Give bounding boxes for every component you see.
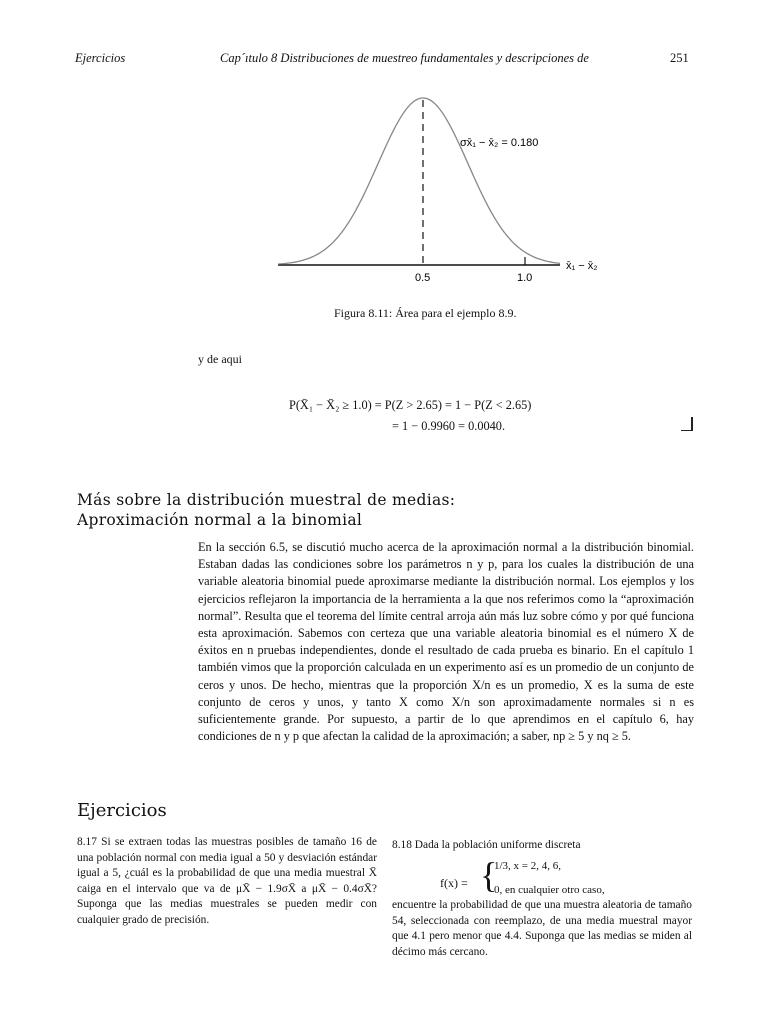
equation-line-1: P(X̄₁ − X̄₂ ≥ 1.0) = P(Z > 2.65) = 1 − P(Z < 2.65): [289, 398, 532, 412]
page-number: 251: [670, 51, 689, 65]
exercise-8-17: 8.17 Si se extraen todas las muestras posibles de tamaño 16 de una población normal con media igual a 50 y desviación estándar igual a 5, ¿cuál es la probabilidad de que una media muestral X̄ caiga en el intervalo que va de μX̄ − 1.9σX̄ a μX̄ − 0.4σX̄? Suponga que las medias muestrales se pueden medir con cualquier grado de precisión.: [77, 836, 377, 926]
running-header-title: Cap´ıtulo 8 Distribuciones de muestreo fundamentales y descripciones de: [220, 51, 589, 65]
intro-text: y de aqui: [198, 352, 242, 366]
equation-line-2: = 1 − 0.9960 = 0.0040.: [392, 419, 506, 433]
section-title-line-2: Aproximación normal a la binomial: [77, 511, 363, 529]
exercise-8-18-body: encuentre la probabilidad de que una muestra aleatoria de tamaño 54, seleccionada con reemplazo, de una media muestral mayor que 4.1 pero menor que 4.4. Suponga que las medias se miden al décimo más cercano.: [392, 899, 692, 958]
brace: {: [480, 855, 498, 895]
exercise-8-18-case-1: 1/3, x = 2, 4, 6,: [494, 860, 562, 872]
exercises-heading: Ejercicios: [77, 800, 167, 821]
normal-curve: [278, 98, 560, 264]
tick-label-value: 1.0: [517, 272, 533, 284]
tick-label-mean: 0.5: [415, 272, 431, 284]
axis-label: x̄₁ − x̄₂: [566, 260, 598, 272]
end-of-example-mark: [681, 417, 693, 431]
exercise-8-18-intro: 8.18 Dada la población uniforme discreta: [392, 839, 581, 851]
running-header-left: Ejercicios: [75, 51, 126, 65]
section-paragraph: En la sección 6.5, se discutió mucho acerca de la aproximación normal a la distribución binomial. Estaban dadas las condiciones sobre los parámetros n y p, para los cuales la distribución de una variable aleatoria binomial puede aproximarse mediante la distribución normal. Los ejemplos y los ejercicios reflejaron la importancia de la herramienta a la que nos referimos como la “aproximación normal”. Resulta que el teorema del límite central arroja aún más luz sobre cómo y por qué funciona esta aproximación. Sabemos con certeza que una variable aleatoria binomial es el número X de éxitos en n pruebas independientes, donde el resultado de cada prueba es binario. En el capítulo 1 también vimos que la proporción calculada en un experimento así es un promedio de un conjunto de ceros y unos. De hecho, mientras que la proporción X/n es un promedio, X es la suma de este conjunto de ceros y unos, y tanto X como X/n son aproximadamente normales si n es suficientemente grande. Por supuesto, a partir de lo que aprendimos en el capítulo 6, hay condiciones de n y p que afectan la calidad de la aproximación; a saber, np ≥ 5 y nq ≥ 5.: [198, 540, 694, 744]
sigma-label: σx̄₁ − x̄₂ = 0.180: [460, 137, 539, 149]
figure-caption: Figura 8.11: Área para el ejemplo 8.9.: [334, 306, 517, 320]
section-title-line-1: Más sobre la distribución muestral de medias:: [77, 491, 456, 509]
exercise-8-18-fx: f(x) =: [440, 876, 468, 890]
normal-curve-figure: [270, 85, 620, 285]
exercise-8-18-case-2: 0, en cualquier otro caso,: [494, 884, 605, 896]
